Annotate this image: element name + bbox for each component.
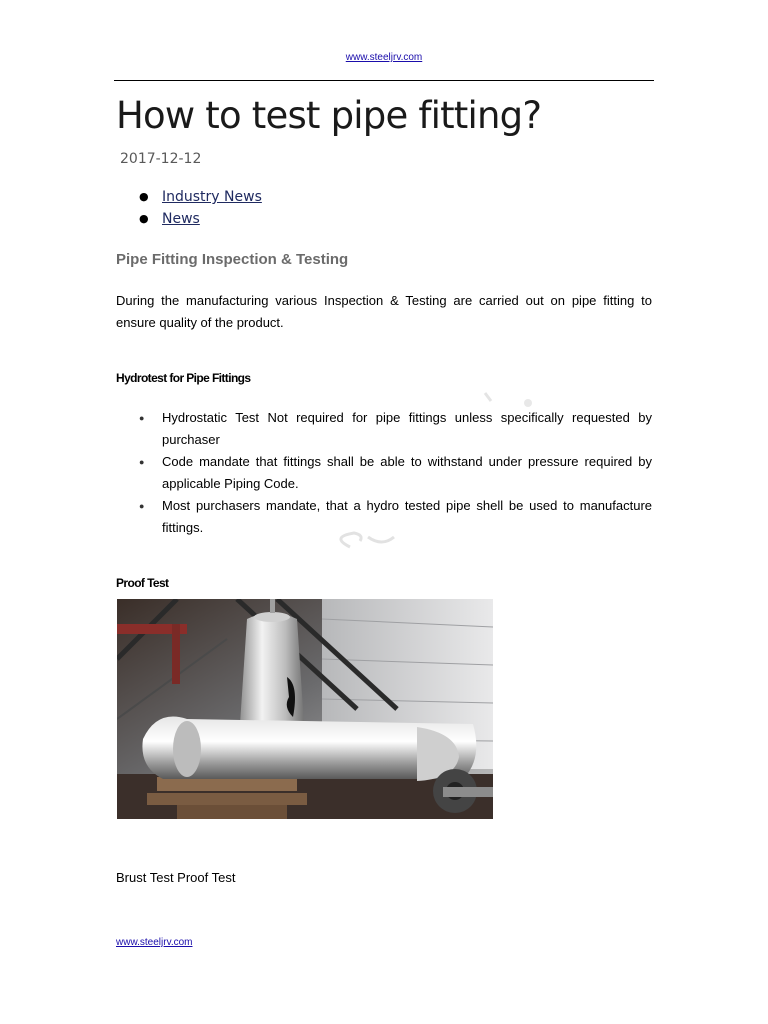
proof-test-heading: Proof Test	[116, 576, 169, 590]
list-item	[136, 407, 652, 451]
category-item	[136, 208, 262, 230]
pipe-tee-fitting-photo-icon	[117, 599, 493, 819]
bullet-icon: ●	[139, 413, 145, 423]
hydrotest-heading: Hydrotest for Pipe Fittings	[116, 371, 251, 385]
header-divider	[114, 80, 654, 81]
list-item-text: Code mandate that fittings shall be able to withstand under pressure required by applicable Piping Code.	[162, 454, 652, 491]
category-item	[136, 186, 262, 208]
bullet-icon: ●	[139, 457, 145, 467]
category-link-industry-news[interactable]: Industry News	[162, 189, 262, 205]
footer-site-link[interactable]: www.steeljrv.com	[116, 937, 193, 948]
pipe-fitting-photo	[117, 599, 493, 819]
intro-paragraph: During the manufacturing various Inspection & Testing are carried out on pipe fitting to ensure quality of the product.	[116, 293, 652, 330]
bullet-icon: ●	[139, 190, 149, 203]
bullet-icon: ●	[139, 501, 145, 511]
list-item	[136, 451, 652, 495]
header-site-link[interactable]: www.steeljrv.com	[345, 52, 423, 63]
category-list	[136, 186, 262, 230]
bullet-icon: ●	[139, 212, 149, 225]
list-item-text: Hydrostatic Test Not required for pipe fittings unless specifically requested by purchaser	[162, 410, 652, 447]
page-title: How to test pipe fitting?	[116, 94, 542, 137]
list-item-text: Most purchasers mandate, that a hydro tested pipe shell be used to manufacture fittings.	[162, 498, 652, 535]
category-link-news[interactable]: News	[162, 211, 200, 227]
image-caption: Brust Test Proof Test	[116, 870, 236, 885]
section-heading: Pipe Fitting Inspection & Testing	[116, 251, 349, 268]
list-item	[136, 495, 652, 539]
hydrotest-list	[136, 407, 652, 539]
post-date: 2017-12-12	[120, 151, 202, 167]
